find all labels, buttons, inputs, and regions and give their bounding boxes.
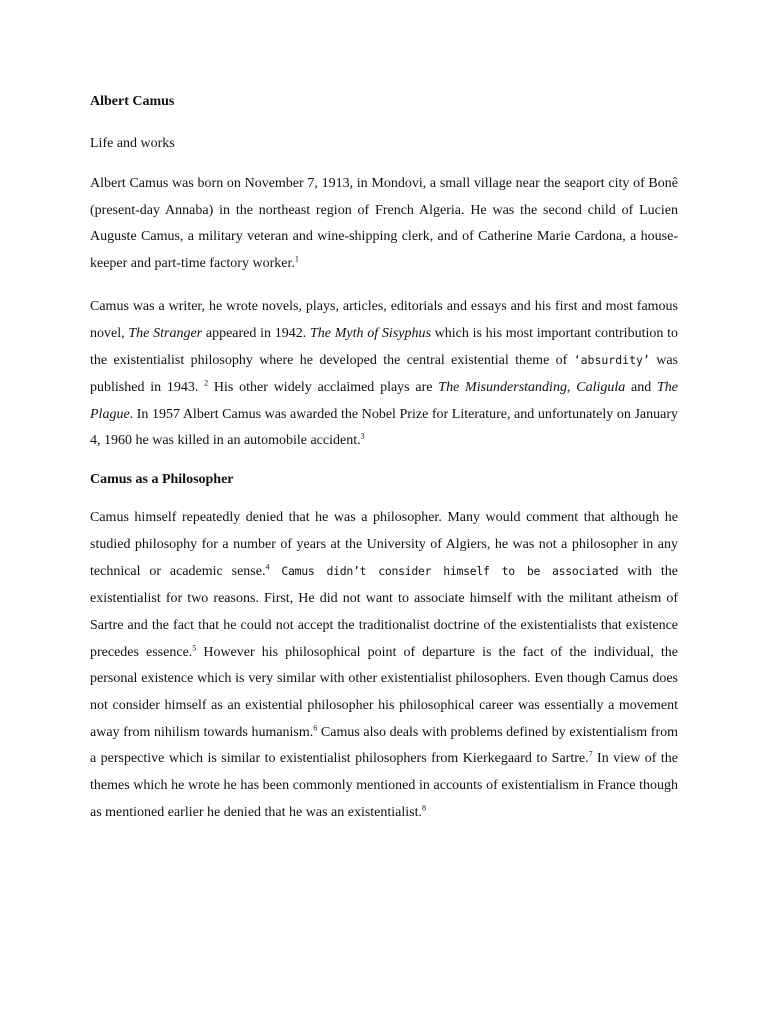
text-segment: , <box>566 379 577 395</box>
footnote-ref: 7 <box>588 749 593 759</box>
text-segment: However his philosophical point of departure is the fact of the individual, the personal existence which is very similar with other existentialist philosophers. Even though Camus does not consider himself as an existential philosopher his philosophical career was essentially a movement away from nihilism towards humanism. <box>90 644 678 740</box>
paragraph-philosopher <box>90 505 678 826</box>
text-segment: . In 1957 Albert Camus was awarded the Nobel Prize for Literature, and unfortunately on January 4, 1960 he was killed in an automobile accident. <box>90 406 678 449</box>
text-segment: was published in 1943. <box>90 353 678 395</box>
footnote-ref: 3 <box>360 431 365 441</box>
footnote-ref: 4 <box>265 562 270 572</box>
text-segment: and <box>625 379 658 395</box>
text-segment: which is his most important contribution to the existentialist philosophy where he developed the central existential theme of <box>90 325 678 369</box>
text-segment: Camus also deals with problems defined by existentialism from a perspective which is similar to existentialist philosophers from Kierkegaard to Sartre. <box>90 724 678 767</box>
footnote-ref: 8 <box>422 803 426 813</box>
text-segment: His other widely acclaimed plays are <box>208 379 439 395</box>
mono-text-segment: Camus didn’t consider himself to be associated <box>269 564 619 579</box>
section-title: Camus as a Philosopher <box>90 472 234 488</box>
work-title: The Misunderstanding <box>438 379 567 395</box>
text-segment: with the existentialist for two reasons. First, He did not want to associate himself with the militant atheism of Sartre and the fact that he could not accept the traditionalist doctrine of the existentialists that existence precedes essence. <box>90 564 679 660</box>
section-subtitle: Life and works <box>90 136 175 151</box>
work-title: The Myth of Sisyphus <box>310 325 431 341</box>
paragraph-life <box>90 171 678 278</box>
text-segment: Camus was a writer, he wrote novels, plays, articles, editorials and essays and his first and most famous novel, <box>90 298 678 341</box>
work-title: The Plague <box>90 379 679 422</box>
quoted-term: ‘absurdity’ <box>573 353 650 368</box>
footnote-ref: 5 <box>192 642 197 652</box>
document-page <box>90 91 678 826</box>
paragraph-works <box>90 294 678 455</box>
text-segment: appeared in 1942. <box>202 325 310 341</box>
text-segment: Camus himself repeatedly denied that he was a philosopher. Many would comment that although he studied philosophy for a number of years at the University of Algiers, he was not a philosopher in any technical or academic sense. <box>90 510 678 580</box>
footnote-ref: 1 <box>294 254 299 264</box>
footnote-ref: 2 <box>204 378 209 388</box>
footnote-ref: 6 <box>313 723 318 732</box>
document-title: Albert Camus <box>90 94 175 109</box>
paragraph-text: Albert Camus was born on November 7, 1913, in Mondovi, a small village near the seaport city of Bonê (present-day Annaba) in the northeast region of French Algeria. He was the second child of Lucien Auguste Camus, a military veteran and wine-shipping clerk, and of Catherine Marie Cardona, a house-keeper and part-time factory worker. <box>90 176 678 272</box>
text-segment: In view of the themes which he wrote he has been commonly mentioned in accounts of existentialism in France though as mentioned earlier he denied that he was an existentialist. <box>90 751 678 820</box>
work-title: The Stranger <box>128 325 203 341</box>
work-title: Caligula <box>576 379 626 395</box>
